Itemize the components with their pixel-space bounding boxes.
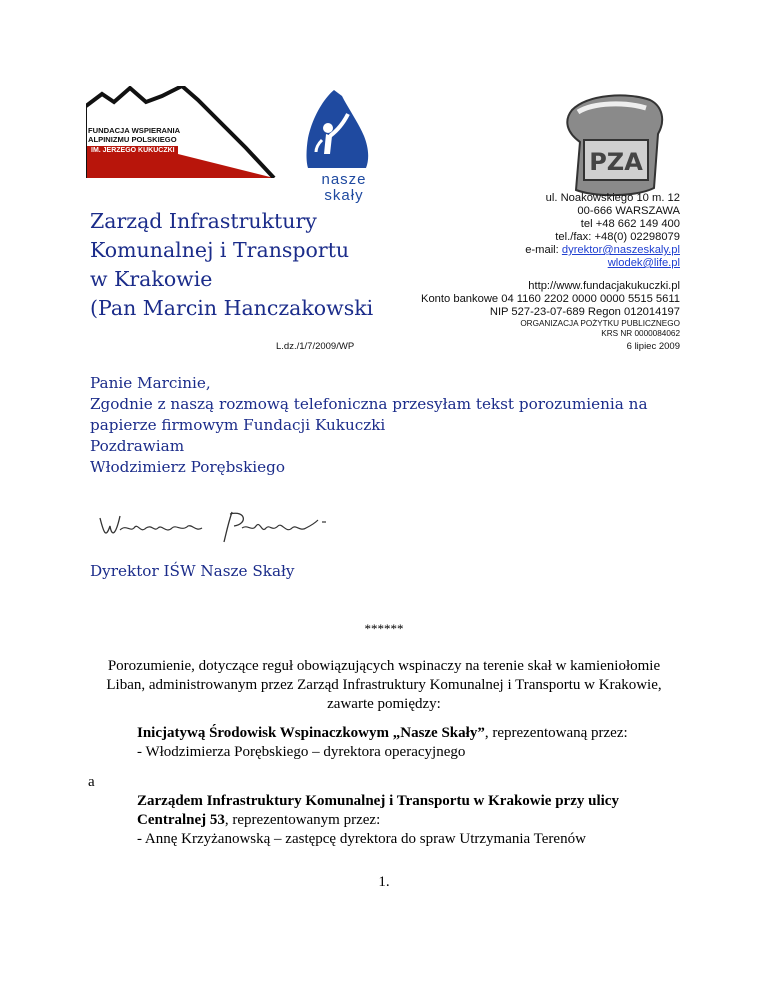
addressee-line2: Komunalnej i Transportu — [90, 238, 350, 262]
contact-opp: ORGANIZACJA POŻYTKU PUBLICZNEGO — [520, 319, 680, 328]
contact-nip: NIP 527-23-07-689 Regon 012014197 — [489, 306, 680, 318]
contact-tel: tel +48 662 149 400 — [580, 218, 680, 230]
reference-number: L.dz./1/7/2009/WP — [276, 341, 355, 352]
handwritten-signature-icon — [96, 504, 336, 544]
pza-text: PZA — [589, 148, 643, 176]
party2-rep: - Annę Krzyżanowską – zastępcę dyrektora do spraw Utrzymania Terenów — [137, 831, 586, 847]
addressee-block — [90, 207, 373, 323]
addressee-line1: Zarząd Infrastruktury — [90, 209, 317, 233]
party1-name: Inicjatywą Środowisk Wspinaczkowym „Nasze Skały” — [137, 725, 485, 741]
email-link-wlodek[interactable]: wlodek@life.pl — [607, 257, 680, 269]
fundacja-line3: IM. JERZEGO KUKUCZKI — [88, 146, 178, 155]
letter-body — [90, 373, 648, 478]
party2-name1: Zarządem Infrastruktury Komunalnej i Transportu w Krakowie przy ulicy — [137, 793, 619, 809]
party2-rest: , reprezentowanym przez: — [224, 812, 381, 828]
pza-logo — [558, 90, 668, 200]
email-label: e-mail: — [525, 244, 562, 256]
addressee-line4: (Pan Marcin Hanczakowski — [90, 296, 374, 320]
skaly-word1: nasze — [321, 171, 367, 188]
contact-street: ul. Noakowskiego 10 m. 12 — [545, 192, 680, 204]
letter-line2: papierze firmowym Fundacji Kukuczki — [90, 416, 386, 434]
skaly-word2: skały — [324, 187, 364, 204]
climber-rock-icon — [304, 88, 374, 170]
intro-line1: Porozumienie, dotyczące reguł obowiązujących wspinaczy na terenie skał w kamieniołomie — [107, 658, 661, 674]
contact-bank: Konto bankowe 04 1160 2202 0000 0000 5515 5611 — [421, 293, 680, 305]
page-number: 1. — [378, 874, 390, 890]
letter-greeting: Panie Marcinie, — [90, 374, 211, 392]
email-link-dyrektor[interactable]: dyrektor@naszeskaly.pl — [561, 244, 680, 256]
letter-date: 6 lipiec 2009 — [626, 341, 680, 352]
fundacja-line2: ALPINIZMU POLSKIEGO — [88, 135, 177, 144]
party2-name2: Centralnej 53 — [137, 812, 225, 828]
conjunction: a — [88, 774, 95, 790]
director-title: Dyrektor IŚW Nasze Skały — [90, 562, 295, 580]
contact-city: 00-666 WARSZAWA — [577, 205, 680, 217]
letter-line3: Pozdrawiam — [90, 437, 185, 455]
nasze-skaly-logo — [290, 88, 390, 208]
party-two — [137, 792, 619, 849]
party1-rest: , reprezentowaną przez: — [484, 725, 628, 741]
pza-emblem-icon — [558, 90, 668, 200]
contact-website[interactable]: http://www.fundacjakukuczki.pl — [528, 280, 680, 292]
fundacja-logo — [86, 86, 276, 176]
fundacja-line1: FUNDACJA WSPIERANIA — [88, 126, 181, 135]
agreement-intro — [70, 657, 698, 714]
contact-email-row — [421, 244, 680, 257]
letter-line1: Zgodnie z naszą rozmową telefoniczna przesyłam tekst porozumienia na — [90, 395, 648, 413]
party-one — [137, 724, 628, 762]
intro-line3: zawarte pomiędzy: — [327, 696, 441, 712]
contact-krs: KRS NR 0000084062 — [601, 329, 680, 338]
intro-line2: Liban, administrowanym przez Zarząd Infrastruktury Komunalnej i Transportu w Krakowie, — [106, 677, 662, 693]
addressee-line3: w Krakowie — [90, 267, 213, 291]
party1-rep: - Włodzimierza Porębskiego – dyrektora operacyjnego — [137, 744, 466, 760]
separator-stars: ****** — [364, 621, 404, 636]
contact-block — [421, 192, 680, 339]
contact-telfax: tel./fax: +48(0) 02298079 — [555, 231, 680, 243]
letter-line4: Włodzimierz Porębskiego — [90, 458, 286, 476]
